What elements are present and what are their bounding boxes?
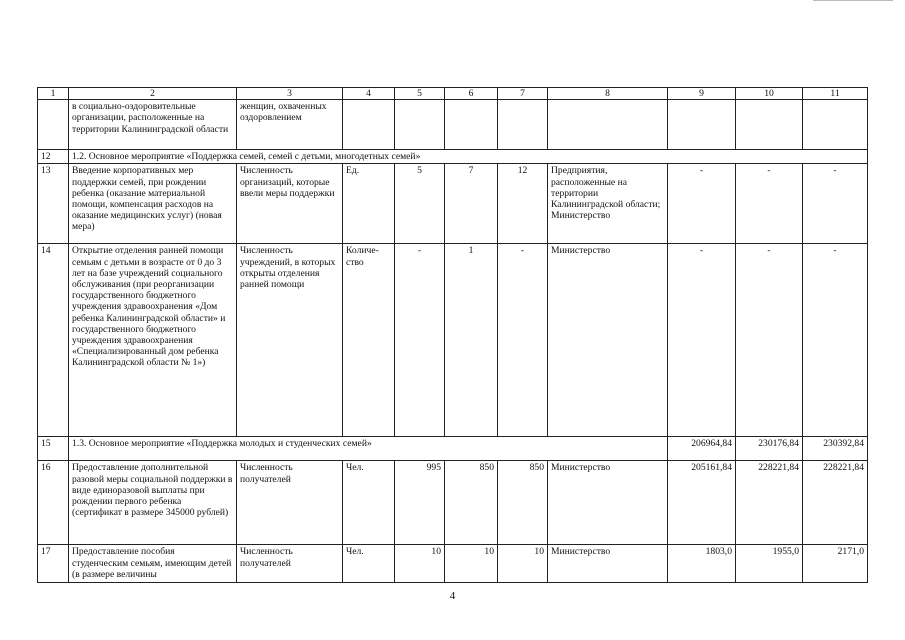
row-number: 14 xyxy=(38,244,69,437)
col-number: 11 xyxy=(803,88,868,100)
col-number: 7 xyxy=(498,88,548,100)
cell-executor: Предприятия, расположенные на территории Калининградской области; Министерство xyxy=(548,164,668,244)
row-number: 13 xyxy=(38,164,69,244)
column-number-row xyxy=(38,88,868,100)
cell-amount: 1955,0 xyxy=(736,545,803,583)
cell-value: 10 xyxy=(395,545,445,583)
table-row xyxy=(38,545,868,583)
col-number: 4 xyxy=(343,88,395,100)
table-row xyxy=(38,461,868,545)
col-number: 2 xyxy=(69,88,237,100)
cell-measure: Предоставление пособия студенческим семьям, имеющим детей (в размере величины xyxy=(69,545,237,583)
cell-value xyxy=(395,100,445,150)
cell-amount xyxy=(803,100,868,150)
col-number: 6 xyxy=(445,88,498,100)
cell-amount xyxy=(736,100,803,150)
cell-indicator: Численность учреждений, в которых открыты отделения ранней помощи xyxy=(237,244,343,437)
cell-measure: в социально-оздоровительные организации, расположенные на территории Калининградской области xyxy=(69,100,237,150)
row-number: 17 xyxy=(38,545,69,583)
col-number: 3 xyxy=(237,88,343,100)
section-row xyxy=(38,150,868,164)
cell-amount: 230392,84 xyxy=(803,437,868,461)
table-row xyxy=(38,164,868,244)
cell-amount: 2171,0 xyxy=(803,545,868,583)
cell-amount xyxy=(668,100,736,150)
cell-amount: - xyxy=(803,244,868,437)
cell-measure: Введение корпоративных мер поддержки семей, при рождении ребенка (оказание материальной помощи, компенсация расходов на оказание медицинских услуг) (новая мера) xyxy=(69,164,237,244)
page-number: 4 xyxy=(449,590,456,602)
cell-unit: Ед. xyxy=(343,164,395,244)
cell-indicator: женщин, охваченных оздоровлением xyxy=(237,100,343,150)
cell-amount: 230176,84 xyxy=(736,437,803,461)
section-row xyxy=(38,437,868,461)
table-row xyxy=(38,100,868,150)
cell-value: 850 xyxy=(498,461,548,545)
cell-value: 10 xyxy=(498,545,548,583)
cell-unit xyxy=(343,100,395,150)
cell-amount: - xyxy=(668,164,736,244)
cell-unit: Чел. xyxy=(343,545,395,583)
cell-value: 995 xyxy=(395,461,445,545)
cell-value: 10 xyxy=(445,545,498,583)
cell-value: 12 xyxy=(498,164,548,244)
cell-amount: 206964,84 xyxy=(668,437,736,461)
cell-executor: Министерство xyxy=(548,461,668,545)
row-number: 15 xyxy=(38,437,69,461)
cell-value xyxy=(498,100,548,150)
measures-table xyxy=(37,87,868,583)
cell-measure: Предоставление дополнительной разовой меры социальной поддержки в виде единоразовой выплаты при рождении первого ребенка (сертификат в размере 345000 рублей) xyxy=(69,461,237,545)
cell-executor xyxy=(548,100,668,150)
col-number: 5 xyxy=(395,88,445,100)
cell-indicator: Численность получателей xyxy=(237,461,343,545)
cell-amount: - xyxy=(668,244,736,437)
row-number: 16 xyxy=(38,461,69,545)
row-number: 12 xyxy=(38,150,69,164)
col-number: 8 xyxy=(548,88,668,100)
cell-value: 850 xyxy=(445,461,498,545)
cell-executor: Министерство xyxy=(548,545,668,583)
cell-value: 1 xyxy=(445,244,498,437)
cell-value xyxy=(445,100,498,150)
cell-value: - xyxy=(395,244,445,437)
cell-amount: - xyxy=(736,164,803,244)
cell-executor: Министерство xyxy=(548,244,668,437)
table-row xyxy=(38,244,868,437)
cell-no xyxy=(38,100,69,150)
cell-indicator: Численность организаций, которые ввели меры поддержки xyxy=(237,164,343,244)
cell-indicator: Численность получателей xyxy=(237,545,343,583)
cell-amount: - xyxy=(736,244,803,437)
col-number: 1 xyxy=(38,88,69,100)
section-title: 1.2. Основное мероприятие «Поддержка семей, семей с детьми, многодетных семей» xyxy=(69,150,868,164)
cell-amount: 228221,84 xyxy=(736,461,803,545)
col-number: 10 xyxy=(736,88,803,100)
cell-amount: 205161,84 xyxy=(668,461,736,545)
cell-measure: Открытие отделения ранней помощи семьям с детьми в возрасте от 0 до 3 лет на базе учреждений социального обслуживания (при реорганизации государственного бюджетного учреждения здравоохранения «Дом ребенка Калининградской области» и государственного бюджетного учреждения здравоохранения «Специализированный дом ребенка Калининградской области № 1») xyxy=(69,244,237,437)
section-title: 1.3. Основное мероприятие «Поддержка молодых и студенческих семей» xyxy=(69,437,668,461)
cell-value: 7 xyxy=(445,164,498,244)
cell-amount: 228221,84 xyxy=(803,461,868,545)
cell-amount: 1803,0 xyxy=(668,545,736,583)
cell-value: 5 xyxy=(395,164,445,244)
cell-unit: Чел. xyxy=(343,461,395,545)
cell-unit: Количе-ство xyxy=(343,244,395,437)
cell-amount: - xyxy=(803,164,868,244)
col-number: 9 xyxy=(668,88,736,100)
page-corner-mark xyxy=(813,0,893,5)
cell-value: - xyxy=(498,244,548,437)
